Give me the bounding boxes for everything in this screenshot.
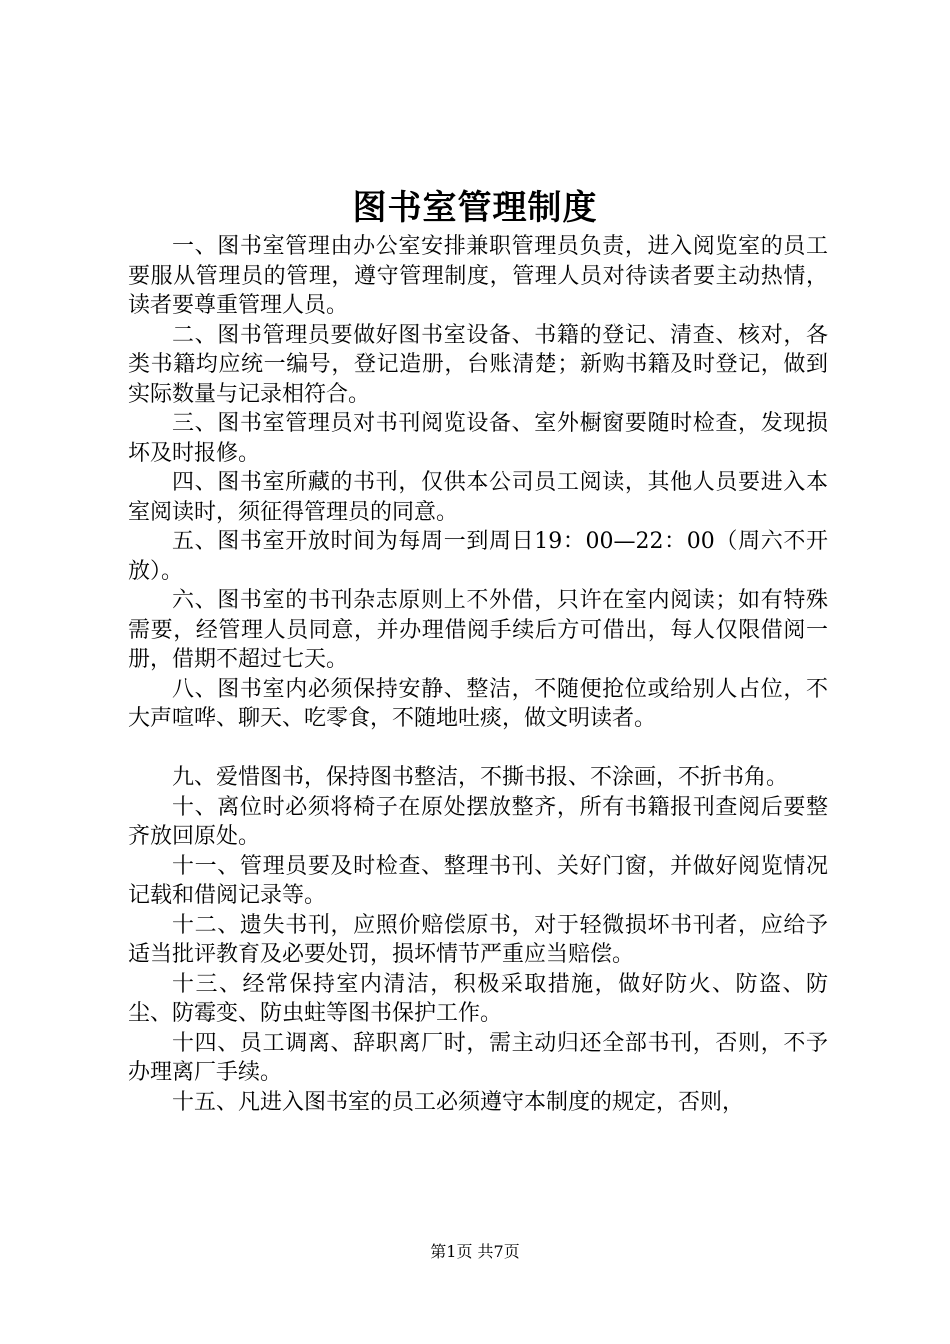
paragraph-1: 一、图书室管理由办公室安排兼职管理员负责，进入阅览室的员工要服从管理员的管理，遵守管理制度，管理人员对待读者要主动热情，读者要尊重管理人员。: [128, 234, 828, 318]
paragraph-11: 十一、管理员要及时检查、整理书刊、关好门窗，并做好阅览情况记载和借阅记录等。: [128, 853, 828, 908]
paragraph-5: 五、图书室开放时间为每周一到周日19：00—22：00（周六不开放）。: [128, 529, 828, 584]
paragraph-4: 四、图书室所藏的书刊，仅供本公司员工阅读，其他人员要进入本室阅读时，须征得管理员的同意。: [128, 470, 828, 525]
document-body: [128, 232, 828, 1117]
paragraph-14: 十四、员工调离、辞职离厂时，需主动归还全部书刊，否则，不予办理离厂手续。: [128, 1030, 828, 1085]
paragraph-3: 三、图书室管理员对书刊阅览设备、室外橱窗要随时检查，发现损坏及时报修。: [128, 411, 828, 466]
page-footer: 第1页 共7页: [430, 1242, 520, 1261]
paragraph-15: 十五、凡进入图书室的员工必须遵守本制度的规定，否则，: [172, 1089, 745, 1115]
paragraph-13: 十三、经常保持室内清洁，积极采取措施，做好防火、防盗、防尘、防霉变、防虫蛀等图书保护工作。: [128, 971, 828, 1026]
paragraph-8: 八、图书室内必须保持安静、整洁，不随便抢位或给别人占位，不大声喧哗、聊天、吃零食，不随地吐痰，做文明读者。: [128, 676, 828, 731]
paragraph-9: 九、爱惜图书，保持图书整洁，不撕书报、不涂画，不折书角。: [172, 765, 789, 790]
paragraph-2: 二、图书管理员要做好图书室设备、书籍的登记、清查、核对，各类书籍均应统一编号，登记造册，台账清楚；新购书籍及时登记，做到实际数量与记录相符合。: [128, 322, 828, 407]
paragraph-6: 六、图书室的书刊杂志原则上不外借，只许在室内阅读；如有特殊需要，经管理人员同意，并办理借阅手续后方可借出，每人仅限借阅一册，借期不超过七天。: [128, 588, 828, 672]
page-title: 图书室管理制度: [352, 188, 598, 228]
paragraph-10: 十、离位时必须将椅子在原处摆放整齐，所有书籍报刊查阅后要整齐放回原处。: [128, 794, 828, 849]
paragraph-12: 十二、遗失书刊，应照价赔偿原书，对于轻微损坏书刊者，应给予适当批评教育及必要处罚，损坏情节严重应当赔偿。: [128, 912, 828, 967]
